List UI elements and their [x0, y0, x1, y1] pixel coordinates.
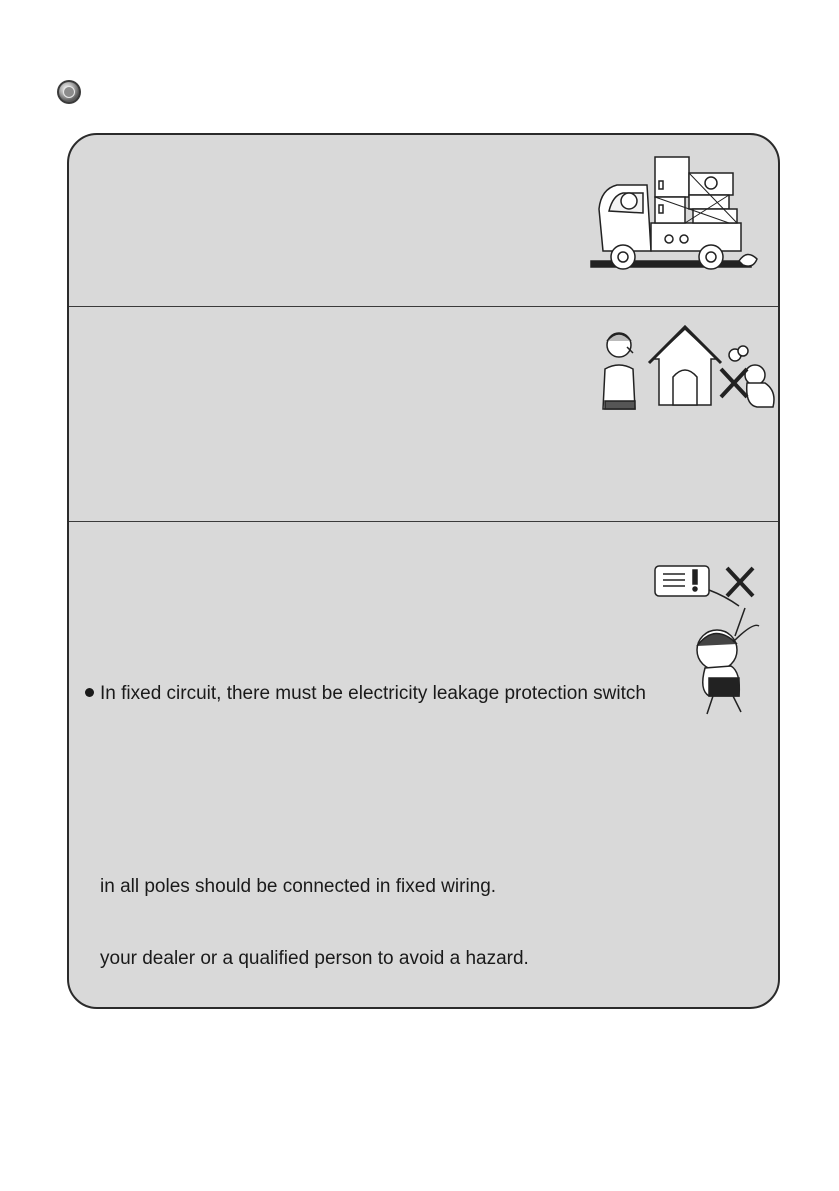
- safety-panel: [67, 133, 780, 1009]
- person-doghouse-icon: [597, 325, 777, 413]
- poles-wiring-note: in all poles should be connected in fixed wiring.: [100, 876, 497, 897]
- leakage-switch-note: In fixed circuit, there must be electricity leakage protection switch: [85, 683, 646, 705]
- section-pets: [69, 307, 778, 522]
- round-bullet-icon: [56, 79, 82, 105]
- truck-icon: [589, 151, 759, 279]
- section-electrical: [69, 522, 778, 1009]
- section-transport: [69, 135, 778, 307]
- dealer-hazard-note: your dealer or a qualified person to avoid a hazard.: [100, 948, 529, 969]
- bullet-dot-icon: [85, 688, 94, 697]
- child-pulling-cord-icon: [649, 560, 769, 718]
